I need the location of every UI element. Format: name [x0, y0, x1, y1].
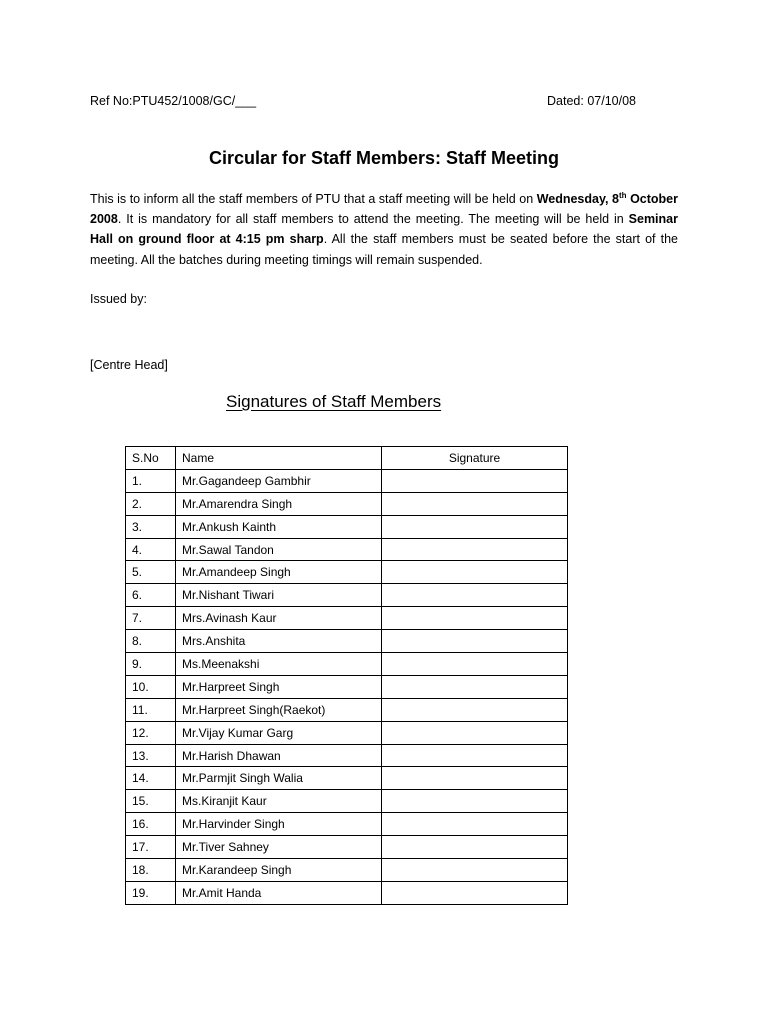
row-name: Mrs.Avinash Kaur [176, 607, 382, 630]
row-signature-cell [382, 767, 568, 790]
row-signature-cell [382, 538, 568, 561]
date-suffix: th [618, 191, 627, 200]
table-row [126, 607, 568, 630]
table-row [126, 538, 568, 561]
row-signature-cell [382, 721, 568, 744]
table-row [126, 721, 568, 744]
row-name: Mr.Nishant Tiwari [176, 584, 382, 607]
centre-head-label: [Centre Head] [90, 358, 168, 372]
row-signature-cell [382, 630, 568, 653]
signatures-heading: Signatures of Staff Members [226, 392, 442, 411]
row-sno: 11. [126, 698, 176, 721]
body-text-2: . It is mandatory for all staff members to attend the meeting. The meeting will be held in [117, 212, 629, 227]
body-text-1: This is to inform all the staff members of PTU that a staff meeting will be held on [90, 192, 537, 206]
circular-body-paragraph [90, 189, 678, 270]
row-signature-cell [382, 698, 568, 721]
date-label: Dated: 07/10/08 [547, 94, 636, 108]
row-name: Mrs.Anshita [176, 630, 382, 653]
row-sno: 1. [126, 469, 176, 492]
row-signature-cell [382, 790, 568, 813]
header-name: Name [176, 447, 382, 470]
row-sno: 6. [126, 584, 176, 607]
row-sno: 3. [126, 515, 176, 538]
staff-signature-table [125, 446, 568, 905]
row-name: Mr.Amarendra Singh [176, 492, 382, 515]
table-row [126, 698, 568, 721]
row-sno: 14. [126, 767, 176, 790]
row-name: Mr.Harvinder Singh [176, 813, 382, 836]
row-signature-cell [382, 561, 568, 584]
row-name: Ms.Meenakshi [176, 653, 382, 676]
table-row [126, 836, 568, 859]
row-name: Mr.Ankush Kainth [176, 515, 382, 538]
row-signature-cell [382, 584, 568, 607]
table-row [126, 584, 568, 607]
row-sno: 4. [126, 538, 176, 561]
header-signature: Signature [382, 447, 568, 470]
row-sno: 18. [126, 859, 176, 882]
row-signature-cell [382, 859, 568, 882]
row-name: Mr.Tiver Sahney [176, 836, 382, 859]
reference-line [90, 93, 636, 109]
table-row [126, 881, 568, 904]
row-name: Mr.Harpreet Singh [176, 675, 382, 698]
row-sno: 5. [126, 561, 176, 584]
row-sno: 17. [126, 836, 176, 859]
table-row [126, 515, 568, 538]
table-row [126, 790, 568, 813]
document-title: Circular for Staff Members: Staff Meeting [208, 148, 560, 168]
table-row [126, 561, 568, 584]
table-row [126, 859, 568, 882]
body-text-3: . All the staff members must be seated before the start of the meeting. All the batches during meeting timings will remain suspended. [90, 232, 678, 267]
row-sno: 7. [126, 607, 176, 630]
header-sno: S.No [126, 447, 176, 470]
table-row [126, 767, 568, 790]
row-name: Mr.Amandeep Singh [176, 561, 382, 584]
row-signature-cell [382, 881, 568, 904]
meeting-date: Wednesday, 8th October 2008 [90, 191, 678, 227]
table-row [126, 492, 568, 515]
row-name: Mr.Parmjit Singh Walia [176, 767, 382, 790]
row-signature-cell [382, 813, 568, 836]
row-name: Mr.Harpreet Singh(Raekot) [176, 698, 382, 721]
table-row [126, 630, 568, 653]
table-row [126, 744, 568, 767]
row-signature-cell [382, 515, 568, 538]
row-sno: 12. [126, 721, 176, 744]
ref-number: Ref No:PTU452/1008/GC/___ [90, 94, 257, 108]
row-sno: 19. [126, 881, 176, 904]
row-sno: 8. [126, 630, 176, 653]
row-sno: 16. [126, 813, 176, 836]
row-signature-cell [382, 675, 568, 698]
table-row [126, 469, 568, 492]
row-signature-cell [382, 607, 568, 630]
table-row [126, 675, 568, 698]
row-sno: 13. [126, 744, 176, 767]
row-name: Mr.Sawal Tandon [176, 538, 382, 561]
table-row [126, 813, 568, 836]
row-name: Mr.Vijay Kumar Garg [176, 721, 382, 744]
row-signature-cell [382, 836, 568, 859]
row-name: Mr.Amit Handa [176, 881, 382, 904]
row-signature-cell [382, 744, 568, 767]
row-name: Mr.Gagandeep Gambhir [176, 469, 382, 492]
row-signature-cell [382, 653, 568, 676]
row-signature-cell [382, 492, 568, 515]
row-name: Mr.Harish Dhawan [176, 744, 382, 767]
table-header-row [126, 447, 568, 470]
table-row [126, 653, 568, 676]
row-name: Mr.Karandeep Singh [176, 859, 382, 882]
row-name: Ms.Kiranjit Kaur [176, 790, 382, 813]
row-signature-cell [382, 469, 568, 492]
issued-by-label: Issued by: [90, 292, 147, 306]
row-sno: 15. [126, 790, 176, 813]
meeting-venue: Seminar Hall on ground floor at 4:15 pm sharp [90, 212, 678, 247]
row-sno: 9. [126, 653, 176, 676]
row-sno: 10. [126, 675, 176, 698]
row-sno: 2. [126, 492, 176, 515]
